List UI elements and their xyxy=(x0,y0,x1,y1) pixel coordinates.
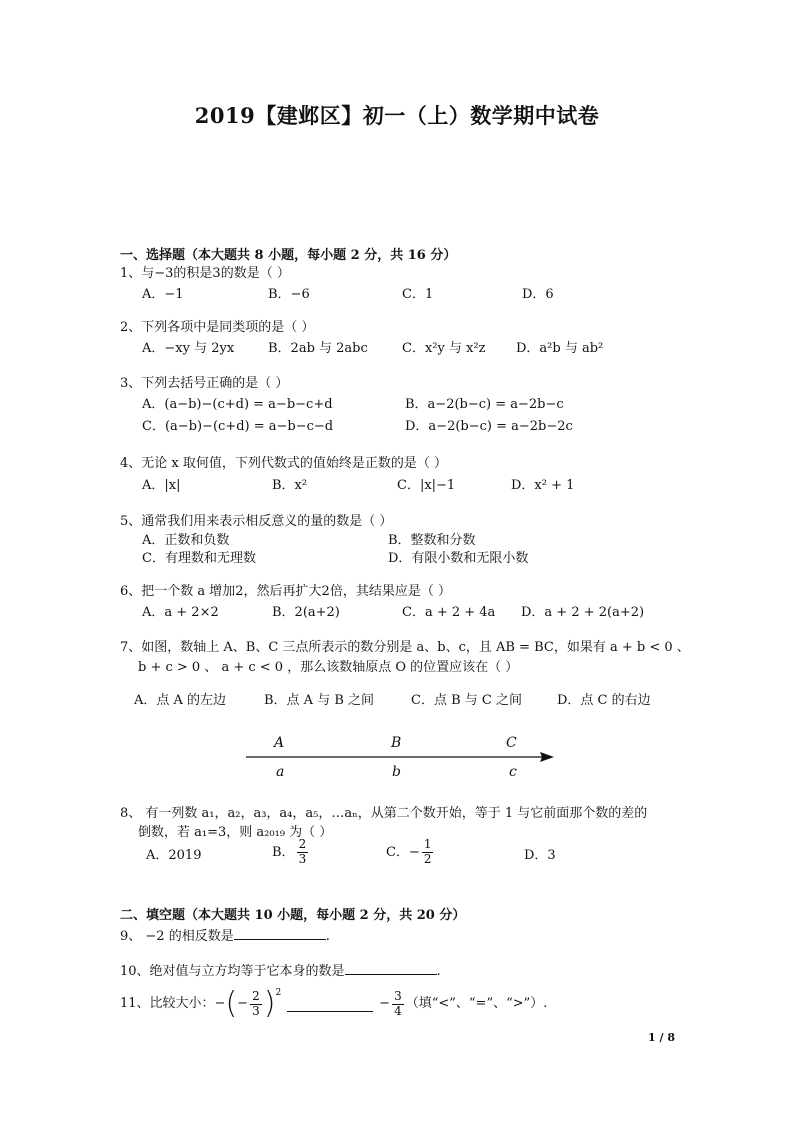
fraction-three-fourths xyxy=(392,990,404,1019)
question-1-option-d[interactable]: D．6 xyxy=(522,287,554,302)
question-7-option-d[interactable]: D．点 C 的右边 xyxy=(557,693,651,708)
question-1-option-a[interactable]: A．−1 xyxy=(142,287,184,302)
section-header-fill: 二、填空题（本大题共 10 小题，每小题 2 分，共 20 分） xyxy=(120,908,466,923)
fraction-denominator: 3 xyxy=(252,1003,260,1018)
question-9-stem: 9、 −2 的相反数是 xyxy=(120,929,234,944)
question-7-stem-line1: 7、如图，数轴上 A、B、C 三点所表示的数分别是 a、b、c，且 AB = BC，如果有 a + b < 0 、 xyxy=(120,640,690,655)
question-5-option-d[interactable]: D．有限小数和无限小数 xyxy=(388,551,529,566)
question-4-option-d[interactable]: D．x² + 1 xyxy=(511,478,575,493)
question-4-option-c[interactable]: C．|x|−1 xyxy=(397,478,456,493)
value-label-b: b xyxy=(392,764,401,780)
question-6-stem: 6、把一个数 a 增加2，然后再扩大2倍，其结果应是（ ） xyxy=(120,584,451,599)
question-11-answer-blank[interactable] xyxy=(287,997,373,1012)
question-5-option-b[interactable]: B．整数和分数 xyxy=(388,533,476,548)
question-7-option-a[interactable]: A．点 A 的左边 xyxy=(134,693,227,708)
question-9-period: . xyxy=(325,929,330,944)
point-label-b-upper: B xyxy=(391,735,402,751)
inner-minus-sign: − xyxy=(237,996,249,1012)
exponent: 2 xyxy=(275,988,282,998)
question-6-option-c[interactable]: C．a + 2 + 4a xyxy=(402,605,496,620)
question-4-option-b[interactable]: B．x² xyxy=(272,478,308,493)
question-2-option-c[interactable]: C．x²y 与 x²z xyxy=(402,341,486,356)
fraction-numerator: 2 xyxy=(252,988,260,1003)
question-5-option-a[interactable]: A．正数和负数 xyxy=(142,533,230,548)
question-1-stem: 1、与−3的积是3的数是（ ） xyxy=(120,266,290,281)
question-3-option-b[interactable]: B．a−2(b−c) = a−2b−c xyxy=(405,397,564,412)
fraction-numerator: 2 xyxy=(298,837,307,851)
question-10-stem: 10、绝对值与立方均等于它本身的数是 xyxy=(120,964,345,979)
question-9 xyxy=(120,927,330,945)
question-4-stem: 4、无论 x 取何值，下列代数式的值始终是正数的是（ ） xyxy=(120,456,447,471)
axis-arrow-icon xyxy=(540,752,554,762)
fraction-denominator: 2 xyxy=(423,851,432,866)
value-label-c: c xyxy=(509,764,517,780)
question-4-option-a[interactable]: A．|x| xyxy=(142,478,181,493)
minus-sign: − xyxy=(214,996,226,1012)
question-11 xyxy=(120,986,547,1022)
question-2-option-a[interactable]: A．−xy 与 2yx xyxy=(142,341,235,356)
right-paren: ) xyxy=(263,986,276,1021)
question-11-stem: 11、比较大小： xyxy=(120,996,215,1012)
question-8-option-a[interactable]: A．2019 xyxy=(146,848,202,863)
fraction-one-half xyxy=(422,838,434,867)
page-number: 1 / 8 xyxy=(648,1031,675,1044)
fraction-numerator: 1 xyxy=(423,837,432,851)
question-7-option-b[interactable]: B．点 A 与 B 之间 xyxy=(264,693,375,708)
fraction-two-thirds xyxy=(297,838,309,867)
question-1-option-c[interactable]: C．1 xyxy=(402,287,434,302)
question-7-option-c[interactable]: C．点 B 与 C 之间 xyxy=(411,693,522,708)
question-6-option-d[interactable]: D．a + 2 + 2(a+2) xyxy=(521,605,645,620)
question-3-option-c[interactable]: C．(a−b)−(c+d) = a−b−c−d xyxy=(142,419,334,434)
question-11-hint: （填“<”、“=”、“>”）. xyxy=(405,996,548,1012)
question-6-option-a[interactable]: A．a + 2×2 xyxy=(142,605,219,620)
question-3-stem: 3、下列去括号正确的是（ ） xyxy=(120,376,289,391)
section-header-choice: 一、选择题（本大题共 8 小题，每小题 2 分，共 16 分） xyxy=(120,248,457,263)
question-1-option-b[interactable]: B．−6 xyxy=(268,287,310,302)
number-line-figure xyxy=(240,728,570,784)
value-label-a: a xyxy=(276,764,285,780)
fraction-denominator: 3 xyxy=(298,851,307,866)
question-9-answer-blank[interactable] xyxy=(234,927,326,940)
fraction-denominator: 4 xyxy=(394,1003,402,1018)
question-8-option-b[interactable] xyxy=(272,838,310,867)
question-8-stem-line1: 8、 有一列数 a₁，a₂，a₃，a₄，a₅，…aₙ，从第二个数开始，等于 1 与它前面那个数的差的 xyxy=(120,806,648,821)
point-label-c-upper: C xyxy=(506,735,517,751)
question-5-option-c[interactable]: C．有理数和无理数 xyxy=(142,551,256,566)
question-2-stem: 2、下列各项中是同类项的是（ ） xyxy=(120,320,315,335)
question-10-answer-blank[interactable] xyxy=(345,962,437,975)
question-8-option-d[interactable]: D．3 xyxy=(524,848,556,863)
question-3-option-d[interactable]: D．a−2(b−c) = a−2b−2c xyxy=(405,419,573,434)
fraction-numerator: 3 xyxy=(394,988,402,1003)
question-10 xyxy=(120,962,441,980)
question-8-option-c[interactable] xyxy=(386,838,435,867)
option-c-label: C．− xyxy=(386,844,420,860)
question-10-period: . xyxy=(436,964,441,979)
question-8-stem-line2: 倒数，若 a₁=3，则 a₂₀₁₉ 为（ ） xyxy=(138,825,333,840)
option-b-label: B． xyxy=(272,844,295,860)
page-title: 2019【建邺区】初一（上）数学期中试卷 xyxy=(194,103,600,128)
question-5-stem: 5、通常我们用来表示相反意义的量的数是（ ） xyxy=(120,514,393,529)
fraction-two-thirds xyxy=(250,990,262,1019)
left-paren: ( xyxy=(225,986,238,1021)
second-minus-sign: − xyxy=(379,996,391,1012)
question-2-option-d[interactable]: D．a²b 与 ab² xyxy=(516,341,604,356)
question-2-option-b[interactable]: B．2ab 与 2abc xyxy=(268,341,368,356)
point-label-a-upper: A xyxy=(274,735,285,751)
question-6-option-b[interactable]: B．2(a+2) xyxy=(272,605,340,620)
question-3-option-a[interactable]: A．(a−b)−(c+d) = a−b−c+d xyxy=(142,397,333,412)
question-7-stem-line2: b + c > 0 、 a + c < 0 ，那么该数轴原点 O 的位置应该在（ ） xyxy=(138,660,519,675)
